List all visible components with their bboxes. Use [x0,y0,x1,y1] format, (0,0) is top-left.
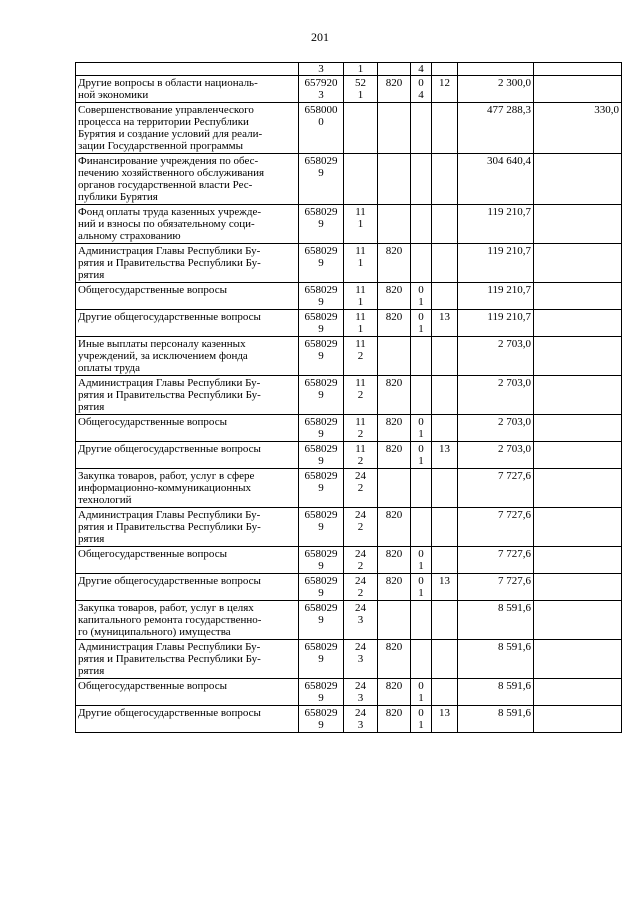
grbs-cell: 820 [378,415,411,442]
sum2-cell [534,376,622,415]
name-cell: Другие общегосударственные вопросы [76,310,299,337]
sum2-cell [534,679,622,706]
rz-cell [411,469,432,508]
csr-cell: 658029 9 [299,508,344,547]
name-cell: Иные выплаты персоналу казенных учреждений, за исключением фонда оплаты труда [76,337,299,376]
column-number-row [76,63,622,76]
grbs-cell: 820 [378,547,411,574]
table-row [76,103,622,154]
grbs-cell: 820 [378,442,411,469]
rz-cell: 0 1 [411,415,432,442]
name-cell: Общегосударственные вопросы [76,415,299,442]
name-cell: Совершенствование управленческого процесса на территории Республики Бурятия и создание условий для реали- зации Государственной программы [76,103,299,154]
table-row [76,337,622,376]
page-number: 201 [311,30,329,44]
sum2-cell [534,442,622,469]
table-row [76,706,622,733]
sum2-cell [534,205,622,244]
grbs-cell [378,469,411,508]
sum1-cell: 2 300,0 [458,76,534,103]
pr-cell [432,376,458,415]
sum1-cell: 477 288,3 [458,103,534,154]
pr-cell [432,415,458,442]
header-cell-vr: 1 [344,63,378,76]
pr-cell [432,337,458,376]
sum2-cell [534,337,622,376]
pr-cell [432,283,458,310]
vr-cell: 11 2 [344,376,378,415]
name-cell: Администрация Главы Республики Бу- рятия и Правительства Республики Бу- рятия [76,508,299,547]
vr-cell: 11 2 [344,337,378,376]
pr-cell [432,103,458,154]
name-cell: Администрация Главы Республики Бу- рятия и Правительства Республики Бу- рятия [76,640,299,679]
sum1-cell: 304 640,4 [458,154,534,205]
sum2-cell [534,310,622,337]
grbs-cell: 820 [378,76,411,103]
name-cell: Закупка товаров, работ, услуг в сфере информационно-коммуникационных технологий [76,469,299,508]
pr-cell [432,601,458,640]
table-row [76,469,622,508]
csr-cell: 658029 9 [299,283,344,310]
pr-cell: 13 [432,706,458,733]
name-cell: Администрация Главы Республики Бу- рятия и Правительства Республики Бу- рятия [76,244,299,283]
csr-cell: 658029 9 [299,640,344,679]
csr-cell: 658029 9 [299,205,344,244]
grbs-cell: 820 [378,283,411,310]
grbs-cell: 820 [378,679,411,706]
table-row [76,640,622,679]
header-cell-grbs [378,63,411,76]
csr-cell: 658029 9 [299,310,344,337]
table-row [76,679,622,706]
name-cell: Закупка товаров, работ, услуг в целях капитального ремонта государственно- го (муниципального) имущества [76,601,299,640]
sum2-cell [534,574,622,601]
name-cell: Другие общегосударственные вопросы [76,442,299,469]
sum2-cell: 330,0 [534,103,622,154]
pr-cell [432,205,458,244]
sum2-cell [534,547,622,574]
sum1-cell: 8 591,6 [458,679,534,706]
pr-cell [432,640,458,679]
table-row [76,376,622,415]
table-row [76,244,622,283]
grbs-cell: 820 [378,706,411,733]
csr-cell: 658029 9 [299,574,344,601]
rz-cell [411,154,432,205]
table-row [76,415,622,442]
rz-cell [411,508,432,547]
sum1-cell: 7 727,6 [458,547,534,574]
table-row [76,310,622,337]
table-row [76,547,622,574]
pr-cell: 12 [432,76,458,103]
sum2-cell [534,601,622,640]
vr-cell: 11 2 [344,415,378,442]
sum2-cell [534,469,622,508]
vr-cell: 24 3 [344,679,378,706]
grbs-cell [378,337,411,376]
pr-cell [432,469,458,508]
rz-cell [411,205,432,244]
sum1-cell: 7 727,6 [458,574,534,601]
name-cell: Фонд оплаты труда казенных учрежде- ний и взносы по обязательному соци- альному страхованию [76,205,299,244]
name-cell: Другие вопросы в области националь- ной экономики [76,76,299,103]
vr-cell [344,154,378,205]
sum2-cell [534,154,622,205]
grbs-cell: 820 [378,574,411,601]
rz-cell [411,337,432,376]
csr-cell: 658029 9 [299,244,344,283]
sum1-cell: 8 591,6 [458,640,534,679]
pr-cell [432,679,458,706]
vr-cell: 24 3 [344,601,378,640]
name-cell: Общегосударственные вопросы [76,679,299,706]
header-cell-sum2 [534,63,622,76]
pr-cell [432,547,458,574]
header-cell-rz: 4 [411,63,432,76]
rz-cell: 0 1 [411,310,432,337]
sum2-cell [534,244,622,283]
sum2-cell [534,706,622,733]
csr-cell: 658029 9 [299,706,344,733]
sum2-cell [534,508,622,547]
vr-cell: 24 2 [344,547,378,574]
table-row [76,442,622,469]
header-cell-csr: 3 [299,63,344,76]
csr-cell: 658029 9 [299,337,344,376]
pr-cell: 13 [432,574,458,601]
rz-cell [411,103,432,154]
grbs-cell: 820 [378,508,411,547]
rz-cell: 0 1 [411,442,432,469]
rz-cell: 0 1 [411,679,432,706]
name-cell: Общегосударственные вопросы [76,547,299,574]
sum2-cell [534,283,622,310]
vr-cell: 24 2 [344,574,378,601]
sum2-cell [534,415,622,442]
grbs-cell: 820 [378,376,411,415]
sum1-cell: 2 703,0 [458,337,534,376]
vr-cell: 11 1 [344,283,378,310]
csr-cell: 658029 9 [299,547,344,574]
csr-cell: 658000 0 [299,103,344,154]
rz-cell: 0 4 [411,76,432,103]
rz-cell: 0 1 [411,574,432,601]
budget-table [75,62,622,733]
pr-cell: 13 [432,310,458,337]
csr-cell: 658029 9 [299,469,344,508]
csr-cell: 658029 9 [299,679,344,706]
csr-cell: 657920 3 [299,76,344,103]
grbs-cell [378,154,411,205]
grbs-cell: 820 [378,310,411,337]
csr-cell: 658029 9 [299,601,344,640]
vr-cell: 11 2 [344,442,378,469]
vr-cell: 11 1 [344,205,378,244]
grbs-cell: 820 [378,640,411,679]
vr-cell: 52 1 [344,76,378,103]
csr-cell: 658029 9 [299,415,344,442]
rz-cell [411,244,432,283]
name-cell: Финансирование учреждения по обес- печению хозяйственного обслуживания органов государственной власти Рес- публики Бурятия [76,154,299,205]
rz-cell: 0 1 [411,283,432,310]
sum1-cell: 119 210,7 [458,205,534,244]
grbs-cell [378,103,411,154]
rz-cell [411,376,432,415]
sum1-cell: 8 591,6 [458,601,534,640]
table-row [76,76,622,103]
sum1-cell: 2 703,0 [458,415,534,442]
rz-cell: 0 1 [411,547,432,574]
sum1-cell: 2 703,0 [458,376,534,415]
rz-cell [411,601,432,640]
grbs-cell [378,205,411,244]
sum1-cell: 119 210,7 [458,244,534,283]
grbs-cell [378,601,411,640]
header-cell-sum1 [458,63,534,76]
table-row [76,205,622,244]
vr-cell: 11 1 [344,310,378,337]
sum2-cell [534,640,622,679]
pr-cell [432,154,458,205]
table-row [76,574,622,601]
sum1-cell: 2 703,0 [458,442,534,469]
rz-cell [411,640,432,679]
table-row [76,601,622,640]
pr-cell: 13 [432,442,458,469]
sum1-cell: 119 210,7 [458,283,534,310]
name-cell: Общегосударственные вопросы [76,283,299,310]
table-row [76,283,622,310]
vr-cell: 24 2 [344,508,378,547]
pr-cell [432,244,458,283]
name-cell: Другие общегосударственные вопросы [76,706,299,733]
table-row [76,508,622,547]
csr-cell: 658029 9 [299,154,344,205]
vr-cell: 11 1 [344,244,378,283]
sum1-cell: 7 727,6 [458,469,534,508]
sum1-cell: 8 591,6 [458,706,534,733]
sum1-cell: 7 727,6 [458,508,534,547]
csr-cell: 658029 9 [299,442,344,469]
grbs-cell: 820 [378,244,411,283]
name-cell: Администрация Главы Республики Бу- рятия и Правительства Республики Бу- рятия [76,376,299,415]
header-cell-name [76,63,299,76]
vr-cell: 24 3 [344,706,378,733]
header-cell-pr [432,63,458,76]
table-row [76,154,622,205]
name-cell: Другие общегосударственные вопросы [76,574,299,601]
csr-cell: 658029 9 [299,376,344,415]
pr-cell [432,508,458,547]
vr-cell [344,103,378,154]
rz-cell: 0 1 [411,706,432,733]
vr-cell: 24 2 [344,469,378,508]
sum1-cell: 119 210,7 [458,310,534,337]
vr-cell: 24 3 [344,640,378,679]
sum2-cell [534,76,622,103]
